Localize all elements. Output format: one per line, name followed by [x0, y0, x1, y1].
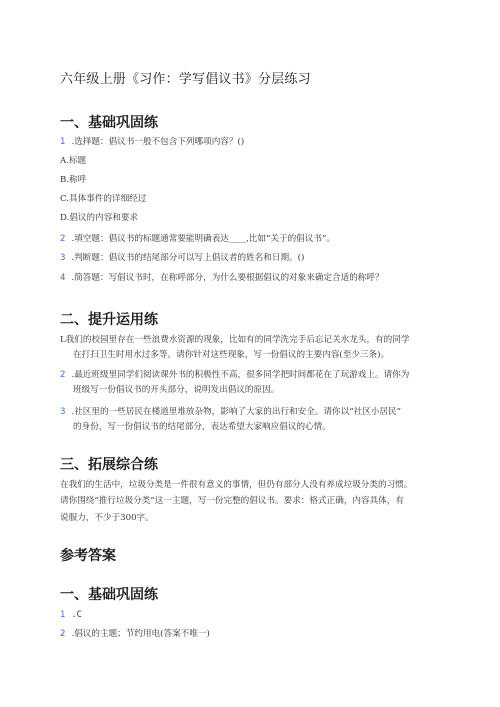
question-2-1-line2: 在打扫卫生时用水过多等。请你针对这些现象，写一份倡议的主要内容(至少三条)。	[73, 350, 390, 360]
question-1	[60, 135, 445, 150]
option-c: C.具体事件的详细经过	[60, 194, 147, 204]
question-text: .填空题：倡议书的标题通常要能明确表达____,比如“关于的倡议书”。	[71, 234, 335, 244]
paragraph-line-1: 在我们的生活中，垃圾分类是一件很有意义的事情，但仍有部分人没有养成垃圾分类的习惯。	[60, 480, 413, 490]
answer-text: .C	[71, 610, 82, 620]
section-heading-extend: 三、拓展综合练	[60, 457, 158, 473]
question-3	[60, 251, 445, 266]
question-text: .简答题：写倡议书时，在称呼部分，为什么要根据倡议的对象来确定合适的称呼？	[71, 273, 384, 283]
question-2	[60, 232, 445, 247]
question-text: .判断题：倡议书的结尾部分可以写上倡议者的姓名和日期。()	[71, 253, 305, 263]
question-2-3-line2: 的身份，写一份倡议书的结尾部分，表达希望大家响应倡议的心情。	[73, 422, 331, 432]
paragraph-line-3: 说服力，不少于300字。	[60, 513, 154, 523]
question-2-2-line1	[60, 368, 445, 383]
option-d: D.倡议的内容和要求	[60, 213, 139, 223]
question-2-2-line2: 班级写一份倡议书的开头部分，说明发出倡议的原因。	[73, 385, 280, 395]
option-b: B.称呼	[60, 175, 87, 185]
question-number: 4	[60, 273, 66, 283]
answer-number: 2	[60, 629, 66, 639]
section-heading-improve: 二、提升运用练	[60, 312, 158, 328]
question-2-3-line1	[60, 405, 445, 420]
question-number: 2	[60, 370, 66, 380]
question-text: .最近班级里同学们阅读课外书的积极性不高，很多同学把时间都花在了玩游戏上。请你为	[71, 370, 410, 380]
document-title: 六年级上册《习作：学写倡议书》分层练习	[60, 72, 311, 87]
question-number: 2	[60, 234, 66, 244]
question-4	[60, 271, 445, 286]
answer-2	[60, 627, 445, 642]
answer-number: 1	[60, 610, 66, 620]
question-number: 1	[60, 137, 66, 147]
answers-heading: 参考答案	[60, 548, 116, 564]
option-a: A.标题	[60, 156, 87, 166]
answer-1	[60, 608, 445, 623]
section-heading-basic: 一、基础巩固练	[60, 115, 158, 131]
question-2-1-line1: L我们的校园里存在一些浪费水资源的现象，比如有的同学洗完手后忘记关水龙头，有的同学	[60, 335, 410, 345]
answers-sub-heading: 一、基础巩固练	[60, 587, 158, 603]
answer-text: .倡议的主题；节约用电(答案不唯一)	[71, 629, 210, 639]
question-number: 3	[60, 407, 66, 417]
paragraph-line-2: 请你围绕“推行垃圾分类”这一主题，写一份完整的倡议书。要求：格式正确，内容具体，有	[60, 496, 404, 506]
question-text: .社区里的一些居民在楼道里堆放杂物，影响了大家的出行和安全。请你以“社区小居民”	[71, 407, 401, 417]
question-text: .选择题：倡议书一般不包含下列哪项内容？()	[71, 137, 245, 147]
question-number: 3	[60, 253, 66, 263]
